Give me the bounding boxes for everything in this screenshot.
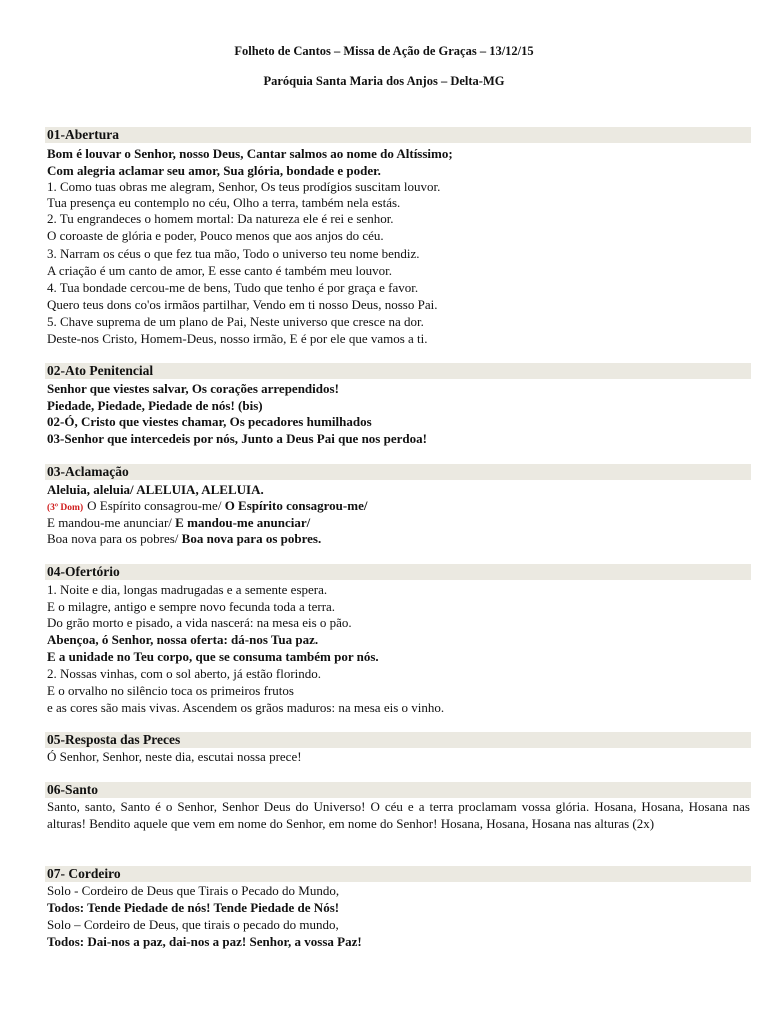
sunday-tag: (3º Dom) bbox=[47, 503, 84, 513]
ofertorio-line: E o milagre, antigo e sempre novo fecunda toda a terra. bbox=[47, 599, 336, 614]
section-header-cordeiro: 07- Cordeiro bbox=[45, 866, 751, 882]
response-verse: O Espírito consagrou-me/ bbox=[224, 498, 368, 513]
ofertorio-line: E a unidade no Teu corpo, que se consuma também por nós. bbox=[47, 649, 379, 664]
cordeiro-line: Solo – Cordeiro de Deus, que tirais o pecado do mundo, bbox=[47, 917, 339, 932]
ato-penitencial-line: 02-Ó, Cristo que viestes chamar, Os pecadores humilhados bbox=[47, 414, 372, 429]
abertura-line: O coroaste de glória e poder, Pouco menos que aos anjos do céu. bbox=[47, 228, 384, 243]
ato-penitencial-line: Senhor que viestes salvar, Os corações arrependidos! bbox=[47, 381, 339, 396]
ato-penitencial-line: 03-Senhor que intercedeis por nós, Junto a Deus Pai que nos perdoa! bbox=[47, 431, 427, 446]
ofertorio-line: 1. Noite e dia, longas madrugadas e a semente espera. bbox=[47, 582, 328, 597]
abertura-line: Deste-nos Cristo, Homem-Deus, nosso irmão, E é por ele que vamos a ti. bbox=[47, 331, 428, 346]
cordeiro-line: Todos: Tende Piedade de nós! Tende Piedade de Nós! bbox=[47, 900, 340, 915]
ato-penitencial-line: Piedade, Piedade, Piedade de nós! (bis) bbox=[47, 398, 263, 413]
abertura-line: 5. Chave suprema de um plano de Pai, Neste universo que cresce na dor. bbox=[47, 314, 424, 329]
section-header-abertura: 01-Abertura bbox=[45, 127, 751, 143]
section-header-preces: 05-Resposta das Preces bbox=[45, 732, 751, 748]
aclamacao-line bbox=[47, 497, 367, 514]
section-header-aclamacao: 03-Aclamação bbox=[45, 464, 751, 480]
response-verse: Boa nova para os pobres. bbox=[181, 531, 322, 546]
ofertorio-line: e as cores são mais vivas. Ascendem os grãos maduros: na mesa eis o vinho. bbox=[47, 700, 445, 715]
abertura-line: Com alegria aclamar seu amor, Sua glória, bondade e poder. bbox=[47, 163, 381, 178]
ofertorio-line: Abençoa, ó Senhor, nossa oferta: dá-nos Tua paz. bbox=[47, 632, 319, 647]
aclamacao-line bbox=[47, 514, 310, 531]
abertura-line: Bom é louvar o Senhor, nosso Deus, Cantar salmos ao nome do Altíssimo; bbox=[47, 146, 453, 161]
solo-verse: Boa nova para os pobres/ bbox=[47, 531, 179, 546]
ofertorio-line: E o orvalho no silêncio toca os primeiros frutos bbox=[47, 683, 294, 698]
parish-subtitle: Paróquia Santa Maria dos Anjos – Delta-MG bbox=[263, 74, 505, 88]
cordeiro-line: Todos: Dai-nos a paz, dai-nos a paz! Senhor, a vossa Paz! bbox=[47, 934, 362, 949]
document-title: Folheto de Cantos – Missa de Ação de Graças – 13/12/15 bbox=[234, 44, 534, 58]
abertura-line: Tua presença eu contemplo no céu, Olho a terra, também nela estás. bbox=[47, 195, 401, 210]
cordeiro-line: Solo - Cordeiro de Deus que Tirais o Pecado do Mundo, bbox=[47, 883, 340, 898]
ofertorio-line: 2. Nossas vinhas, com o sol aberto, já estão florindo. bbox=[47, 666, 322, 681]
abertura-line: 1. Como tuas obras me alegram, Senhor, Os teus prodígios suscitam louvor. bbox=[47, 179, 441, 194]
santo-text: Santo, santo, Santo é o Senhor, Senhor Deus do Universo! O céu e a terra proclamam vossa glória. Hosana, Hosana, Hosana nas alturas! Bendito aquele que vem em nome do Senhor, em nome do Senhor! Hosana, Hosana, Hosana nas alturas (2x) bbox=[47, 799, 750, 831]
solo-verse: E mandou-me anunciar/ bbox=[47, 515, 172, 530]
section-header-ato-penitencial: 02-Ato Penitencial bbox=[45, 363, 751, 379]
solo-verse: O Espírito consagrou-me/ bbox=[87, 498, 222, 513]
aclamacao-line bbox=[47, 530, 321, 547]
section-header-santo: 06-Santo bbox=[45, 782, 751, 798]
section-header-ofertorio: 04-Ofertório bbox=[45, 564, 751, 580]
response-verse: E mandou-me anunciar/ bbox=[175, 515, 311, 530]
abertura-line: 4. Tua bondade cercou-me de bens, Tudo que tenho é por graça e favor. bbox=[47, 280, 419, 295]
preces-line: Ó Senhor, Senhor, neste dia, escutai nossa prece! bbox=[47, 749, 302, 764]
aclamacao-line: Aleluia, aleluia/ ALELUIA, ALELUIA. bbox=[47, 482, 264, 497]
abertura-line: 2. Tu engrandeces o homem mortal: Da natureza ele é rei e senhor. bbox=[47, 211, 394, 226]
abertura-line: A criação é um canto de amor, E esse canto é também meu louvor. bbox=[47, 263, 392, 278]
abertura-line: 3. Narram os céus o que fez tua mão, Todo o universo teu nome bendiz. bbox=[47, 246, 420, 261]
abertura-line: Quero teus dons co'os irmãos partilhar, Vendo em ti nosso Deus, nosso Pai. bbox=[47, 297, 438, 312]
ofertorio-line: Do grão morto e pisado, a vida nascerá: na mesa eis o pão. bbox=[47, 615, 352, 630]
